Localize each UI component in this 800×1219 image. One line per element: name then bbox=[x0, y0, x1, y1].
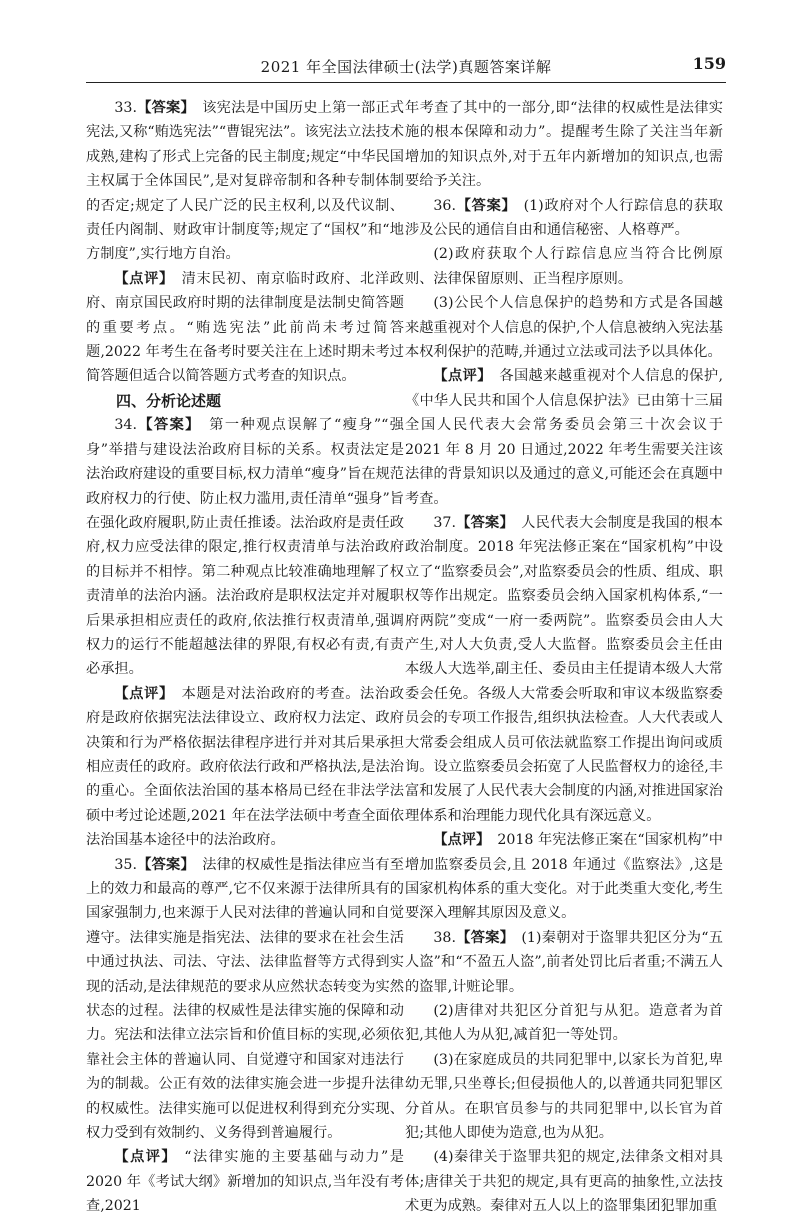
paragraph-text: 该宪法是中国历史上第一部正式宪法,又称“贿选宪法”“曹锟宪法”。该宪法立法技术成熟,建构了形式上完备的民主制度;规定“中华民国主权属于全体国民”,是对复辟帝制和各种专制体制的否定;规定了人民广泛的民主权利,以及代议制、责任内阁制、财政审计制度等;规定了“国权”和“地方制度”,实行地方自治。 bbox=[86, 100, 404, 263]
paragraph bbox=[86, 682, 404, 853]
answer-label: 【答案】 bbox=[455, 514, 514, 531]
paragraph-text: 本题是对法治政府的考查。法治政府是政府依据宪法法律设立、政府权力法定、政府决策和行为严格依据法律程序进行并对其后果承担相应责任的政府。政府依法行政和严格执法,是法治的重心。全面依法治国的基本格局已经在非法学法硕中考过论述题,2021 年在法学法硕中考查全面依法治国基本途径中的法治政府。 bbox=[86, 685, 404, 849]
answer-label: 【答案】 bbox=[455, 197, 517, 214]
paragraph bbox=[86, 853, 404, 1146]
running-title: 2021 年全国法律硕士(法学)真题答案详解 bbox=[260, 58, 552, 76]
paragraph bbox=[405, 999, 723, 1048]
answer-label: 【答案】 bbox=[455, 929, 515, 946]
comment-label: 【点评】 bbox=[114, 685, 174, 702]
comment-label: 【点评】 bbox=[114, 1149, 178, 1166]
comment-label: 【点评】 bbox=[114, 270, 174, 287]
answer-label: 【答案】 bbox=[136, 417, 201, 434]
paragraph-text: 年考查了其中的一部分,即“法律的权威性是法律实施的根本保障和动力”。提醒考生除了关注当年新增加的知识点外,对于五年内新增加的知识点,也需要给予关注。 bbox=[405, 100, 723, 190]
answer-label: 【答案】 bbox=[136, 856, 195, 873]
paragraph bbox=[405, 291, 723, 364]
section-heading: 四、分析论述题 bbox=[116, 391, 222, 410]
question-number: 33. bbox=[114, 100, 137, 116]
comment-label: 【点评】 bbox=[433, 832, 491, 849]
paragraph-text: 清末民初、南京临时政府、北洋政府、南京国民政府时期的法律制度是法制史简答题的重要考点。“贿选宪法”此前尚未考过简答题,2022 年考生在备考时要关注在上述时期未考过简答题但适合以简答题方式考查的知识点。 bbox=[86, 270, 404, 385]
left-column bbox=[86, 96, 404, 1219]
page-number: 159 bbox=[692, 54, 726, 73]
paragraph bbox=[86, 267, 404, 389]
paragraph-text: 人民代表大会制度是我国的根本政治制度。2018 年宪法修正案在“国家机构”中设立了“监察委员会”,对监察委员会的性质、组成、职权等作出规定。监察委员会纳入国家机构体系,“一府两院”变成“一府一委两院”。监察委员会由人大产生,对人大负责,受人大监督。监察委员会主任由本级人大选举,副主任、委员由主任提请本级人大常委会任免。各级人大常委会听取和审议本级监察委员会的专项工作报告,组织执法检查。人大代表或人大常委会组成人员可依法就监察工作提出询问或质询。设立监察委员会拓宽了人民监督权力的途径,丰富和发展了人民代表大会制度的内涵,对推进国家治理体系和治理能力现代化具有深远意义。 bbox=[405, 514, 723, 824]
paragraph bbox=[86, 96, 404, 267]
question-number: 37. bbox=[433, 514, 456, 531]
comment-label: 【点评】 bbox=[433, 368, 492, 385]
header-rule bbox=[86, 82, 726, 83]
paragraph bbox=[405, 364, 723, 510]
paragraph bbox=[405, 828, 723, 926]
paragraph bbox=[405, 194, 723, 243]
question-number: 34. bbox=[114, 417, 137, 434]
paragraph-text: (3)在家庭成员的共同犯罪中,以家长为首犯,卑幼无罪,只坐尊长;但侵损他人的,以普通共同犯罪区分首从。在职官员参与的共同犯罪中,以长官为首犯;其他人即使为造意,也为从犯。 bbox=[405, 1051, 723, 1142]
paragraph bbox=[405, 242, 723, 291]
paragraph bbox=[405, 1145, 723, 1218]
page-header bbox=[86, 50, 726, 80]
question-number: 36. bbox=[433, 197, 456, 214]
paragraph-text: 法律的权威性是指法律应当有至上的效力和最高的尊严,它不仅来源于法律所具有的国家强制力,也来源于人民对法律的普遍认同和自觉遵守。法律实施是指宪法、法律的要求在社会生活中通过执法、司法、守法、法律监督等方式得到实现的活动,是法律规范的要求从应然状态转变为实然状态的过程。法律的权威性是法律实施的保障和动力。宪法和法律立法宗旨和价值目标的实现,必须依靠社会主体的普遍认同、自觉遵守和国家对违法行为的制裁。公正有效的法律实施会进一步提升法律的权威性。法律实施可以促进权利得到充分实现、权力受到有效制约、义务得到普遍履行。 bbox=[86, 856, 404, 1142]
paragraph-text: 各国越来越重视对个人信息的保护,《中华人民共和国个人信息保护法》已由第十三届全国人民代表大会常务委员会第三十次会议于 2021 年 8 月 20 日通过,2022 年考生需要关注该法律的背景知识以及通过的意义,可能还会在真题中考查。 bbox=[405, 368, 723, 507]
paragraph-text: (3)公民个人信息保护的趋势和方式是各国越来越重视对个人信息的保护,个人信息被纳入宪法基本权利保护的范畴,并通过立法或司法予以具体化。 bbox=[405, 295, 723, 361]
paragraph bbox=[405, 926, 723, 999]
paragraph-text: (2)政府获取个人行踪信息应当符合比例原则、法律保留原则、正当程序原则。 bbox=[405, 246, 723, 287]
paragraph-text: (1)政府对个人行踪信息的获取涉及公民的通信自由和通信秘密、人格尊严。 bbox=[405, 197, 723, 239]
question-number: 35. bbox=[114, 856, 137, 873]
paragraph bbox=[405, 511, 723, 828]
paragraph-text: “法律实施的主要基础与动力”是 2020 年《考试大纲》新增加的知识点,当年没有考查,2021 bbox=[86, 1149, 404, 1215]
paragraph bbox=[86, 1145, 404, 1218]
paragraph-text: (4)秦律关于盗罪共犯的规定,法律条文相对具体;唐律关于共犯的规定,具有更高的抽象性,立法技术更为成熟。秦律对五人以上的盗罪集团犯罪加重 bbox=[405, 1149, 723, 1215]
question-number: 38. bbox=[433, 929, 456, 946]
paragraph-text: (1)秦朝对于盗罪共犯区分为“五人盗”和“不盈五人盗”,前者处罚比后者重;不满五人的盗罪,计赃论罪。 bbox=[405, 929, 723, 995]
paragraph bbox=[405, 1048, 723, 1146]
paragraph-text: 第一种观点误解了“瘦身”“强身”举措与建设法治政府目标的关系。权责法定是法治政府建设的重要目标,权力清单“瘦身”旨在规范政府权力的行使、防止权力滥用,责任清单“强身”旨在强化政府履职,防止责任推诿。法治政府是责任政府,权力应受法律的限定,推行权责清单与法治政府的目标并不相悖。第二种观点比较准确地理解了权责清单的法治内涵。法治政府是职权法定并对履职后果承担相应责任的政府,依法推行权责清单,强调权力的运行不能超越法律的界限,有权必有责,有责必承担。 bbox=[86, 417, 404, 678]
paragraph bbox=[86, 413, 404, 681]
paragraph-text: 2018 年宪法修正案在“国家机构”中增加监察委员会,且 2018 年通过《监察法》,这是国家机构体系的重大变化。对于此类重大变化,考生要深入理解其原因及意义。 bbox=[405, 832, 723, 922]
paragraph-text: (2)唐律对共犯区分首犯与从犯。造意者为首犯,其他人为从犯,减首犯一等处罚。 bbox=[405, 1003, 723, 1044]
right-column bbox=[405, 96, 723, 1219]
paragraph bbox=[405, 96, 723, 194]
answer-label: 【答案】 bbox=[136, 100, 195, 116]
